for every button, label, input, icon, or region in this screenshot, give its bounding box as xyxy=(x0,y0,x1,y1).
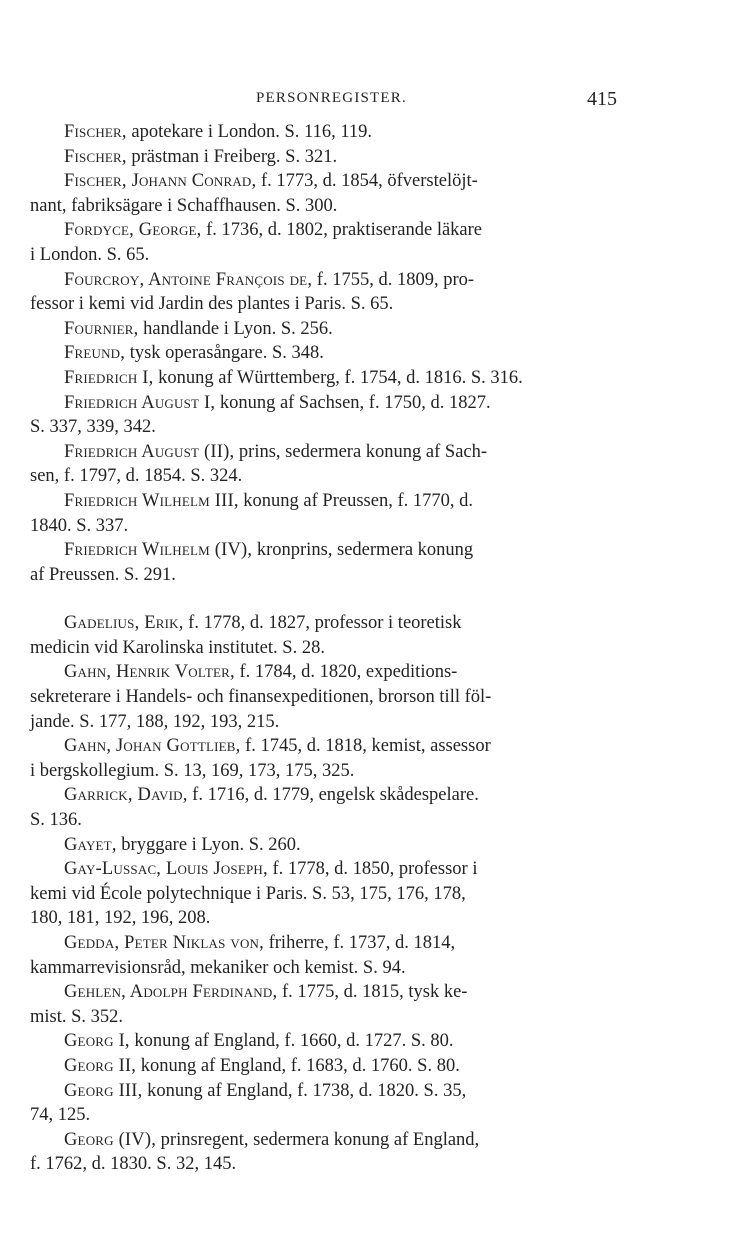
register-entry xyxy=(30,218,657,267)
register-entry xyxy=(30,391,657,440)
register-entry xyxy=(30,120,657,145)
running-title: PERSONREGISTER. xyxy=(256,90,407,106)
entry-text: f. 1773, d. 1854, öfverstelöjt- nant, fabriksägare i Schaffhausen. S. 300. xyxy=(30,171,478,216)
entry-name: Friedrich August I, xyxy=(64,392,216,413)
register-entry xyxy=(30,341,657,366)
entry-text: friherre, f. 1737, d. 1814, kammarrevisionsråd, mekaniker och kemist. S. 94. xyxy=(30,933,456,978)
entry-name: Garrick, David, xyxy=(64,785,188,806)
register-entry xyxy=(30,1029,657,1054)
register-entry xyxy=(30,980,657,1029)
entry-text: f. 1755, d. 1809, pro- fessor i kemi vid Jardin des plantes i Paris. S. 65. xyxy=(30,269,475,315)
entry-text: f. 1778, d. 1827, professor i teoretisk medicin vid Karolinska institutet. S. 28. xyxy=(30,613,462,658)
entry-name: Fourcroy, Antoine François de, xyxy=(64,269,313,290)
entry-name: Fournier, xyxy=(64,318,139,339)
register-entry xyxy=(30,1054,657,1079)
register-entry xyxy=(30,317,657,342)
register-entry xyxy=(30,268,657,317)
entry-text: handlande i Lyon. S. 256. xyxy=(138,318,333,339)
entry-name: Friedrich I, xyxy=(64,367,154,388)
register-entry xyxy=(30,783,657,832)
running-head xyxy=(0,88,745,112)
entry-text: bryggare i Lyon. S. 260. xyxy=(116,834,301,855)
entry-text: kronprins, sedermera konung af Preussen. S. 291. xyxy=(30,540,474,585)
register-entry xyxy=(30,440,657,489)
entry-text: konung af Preussen, f. 1770, d. 1840. S. 337. xyxy=(30,490,473,536)
entry-text: prästman i Freiberg. S. 321. xyxy=(126,146,338,167)
entry-name: Fischer, xyxy=(64,146,127,167)
entry-name: Gedda, Peter Niklas von, xyxy=(64,933,264,953)
entry-name: Gahn, Henrik Volter, xyxy=(64,662,235,683)
entry-name: Gehlen, Adolph Ferdinand, xyxy=(64,982,278,1003)
register-entry xyxy=(30,857,657,931)
register-entry xyxy=(30,538,657,587)
entry-name: Friedrich August (II), xyxy=(64,441,235,462)
section-f xyxy=(30,120,657,587)
register-entry xyxy=(30,611,657,660)
entry-name: Gayet, xyxy=(64,834,117,855)
register-entry xyxy=(30,833,657,858)
register-entry xyxy=(30,489,657,538)
entry-name: Georg II, xyxy=(64,1055,137,1076)
entry-name: Georg I, xyxy=(64,1031,130,1052)
page-number: 415 xyxy=(587,88,617,110)
entry-text: konung af Württemberg, f. 1754, d. 1816. S. 316. xyxy=(153,367,523,388)
entry-text: f. 1745, d. 1818, kemist, assessor i bergskollegium. S. 13, 169, 173, 175, 325. xyxy=(30,736,491,781)
entry-text: f. 1784, d. 1820, expeditions- sekreterare i Handels- och finansexpeditionen, brorson till föl- jande. S. 177, 188, 192, 193, 215. xyxy=(30,662,492,732)
register-entry xyxy=(30,169,657,218)
entry-text: prins, sedermera konung af Sach- sen, f. 1797, d. 1854. S. 324. xyxy=(30,441,488,487)
entry-name: Freund, xyxy=(64,343,126,364)
register-entry xyxy=(30,660,657,734)
section-g xyxy=(30,611,657,1177)
entry-name: Friedrich Wilhelm III, xyxy=(64,490,239,511)
entry-text: konung af England, f. 1660, d. 1727. S. 80. xyxy=(129,1031,454,1052)
entry-text: konung af Sachsen, f. 1750, d. 1827. S. 337, 339, 342. xyxy=(30,392,491,438)
entry-name: Fischer, xyxy=(64,122,127,142)
entry-text: tysk operasångare. S. 348. xyxy=(125,343,324,364)
entry-text: f. 1778, d. 1850, professor i kemi vid École polytechnique i Paris. S. 53, 175, 176, 178, 180, 181, 192, 196, 208. xyxy=(30,859,478,929)
entry-name: Fischer, Johann Conrad, xyxy=(64,171,257,192)
entry-name: Gay-Lussac, Louis Joseph, xyxy=(64,859,268,880)
register-entry xyxy=(30,1079,657,1128)
register-entry xyxy=(30,734,657,783)
entry-text: prinsregent, sedermera konung af England, f. 1762, d. 1830. S. 32, 145. xyxy=(30,1129,480,1175)
entry-name: Friedrich Wilhelm (IV), xyxy=(64,540,253,561)
entry-name: Gadelius, Erik, xyxy=(64,613,184,634)
entry-name: Fordyce, George, xyxy=(64,220,202,241)
section-divider xyxy=(30,587,657,611)
register-entry xyxy=(30,1128,657,1177)
register-entry xyxy=(30,931,657,980)
entry-name: Georg (IV), xyxy=(64,1129,157,1150)
register-entry xyxy=(30,366,657,391)
entry-text: f. 1775, d. 1815, tysk ke- mist. S. 352. xyxy=(30,982,468,1027)
entry-name: Gahn, Johan Gottlieb, xyxy=(64,736,241,757)
register-entries xyxy=(30,120,657,1177)
entry-text: f. 1716, d. 1779, engelsk skådespelare. S. 136. xyxy=(30,785,479,831)
entry-text: konung af England, f. 1683, d. 1760. S. 80. xyxy=(136,1055,460,1076)
entry-name: Georg III, xyxy=(64,1080,143,1101)
entry-text: f. 1736, d. 1802, praktiserande läkare i London. S. 65. xyxy=(30,220,483,265)
entry-text: konung af England, f. 1738, d. 1820. S. 35, 74, 125. xyxy=(30,1080,467,1126)
entry-text: apotekare i London. S. 116, 119. xyxy=(126,122,373,142)
register-entry xyxy=(30,145,657,170)
